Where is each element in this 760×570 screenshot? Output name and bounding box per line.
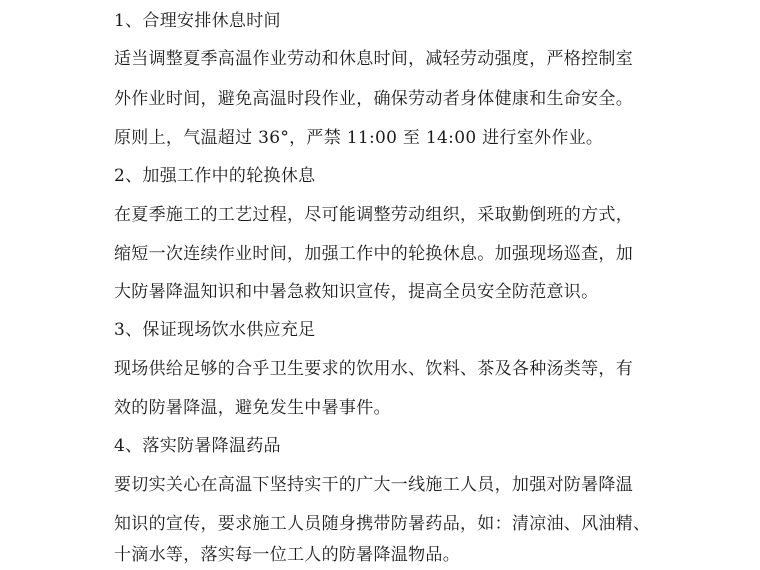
section-1-line-2: 外作业时间，避免高温时段作业，确保劳动者身体健康和生命安全。 <box>114 89 633 109</box>
section-2-line-1: 在夏季施工的工艺过程，尽可能调整劳动组织，采取勤倒班的方式， <box>114 205 633 225</box>
section-2-heading: 2、加强工作中的轮换休息 <box>114 166 316 186</box>
section-1-line-1: 适当调整夏季高温作业劳动和休息时间，减轻劳动强度，严格控制室 <box>114 49 633 69</box>
section-4-line-3: 十滴水等，落实每一位工人的防暑降温物品。 <box>114 545 460 565</box>
section-2-line-2: 缩短一次连续作业时间，加强工作中的轮换休息。加强现场巡查，加 <box>114 244 633 264</box>
section-2-line-3: 大防暑降温知识和中暑急救知识宣传，提高全员安全防范意识。 <box>114 282 599 302</box>
section-4-line-1: 要切实关心在高温下坚持实干的广大一线施工人员，加强对防暑降温 <box>114 475 633 495</box>
section-4-line-2: 知识的宣传，要求施工人员随身携带防暑药品，如：清凉油、风油精、 <box>114 514 651 534</box>
section-1-line-3: 原则上，气温超过 36°，严禁 11:00 至 14:00 进行室外作业。 <box>114 128 604 148</box>
section-1-heading: 1、合理安排休息时间 <box>114 11 281 31</box>
section-4-heading: 4、落实防暑降温药品 <box>114 436 281 456</box>
section-3-heading: 3、保证现场饮水供应充足 <box>114 320 316 340</box>
section-3-line-2: 效的防暑降温，避免发生中暑事件。 <box>114 398 391 418</box>
section-3-line-1: 现场供给足够的合乎卫生要求的饮用水、饮料、茶及各种汤类等，有 <box>114 359 633 379</box>
